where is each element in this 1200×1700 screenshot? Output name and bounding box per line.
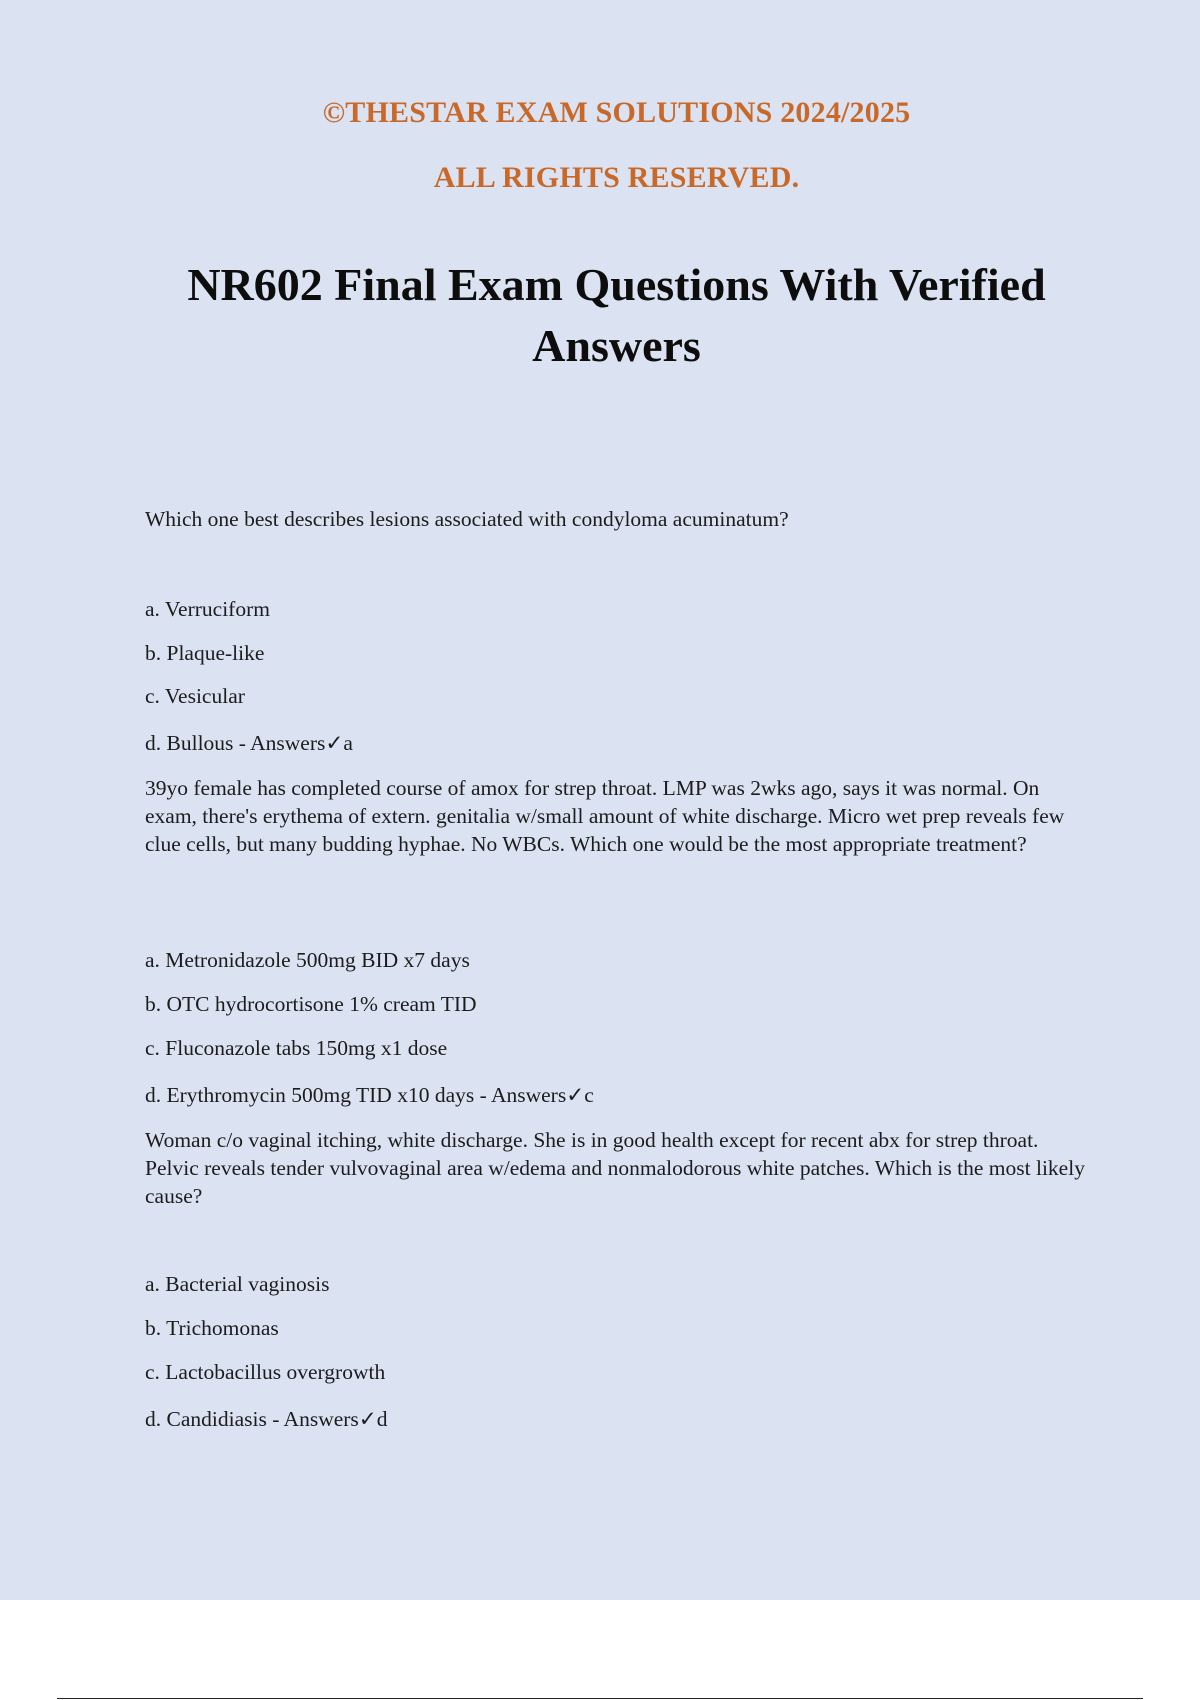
question-1-option-c: c. Vesicular [145, 684, 245, 708]
document-title: NR602 Final Exam Questions With Verified Answers [187, 259, 1046, 371]
question-1-option-a: a. Verruciform [145, 597, 270, 621]
question-2-option-a: a. Metronidazole 500mg BID x7 days [145, 948, 470, 972]
question-3-option-c: c. Lactobacillus overgrowth [145, 1360, 386, 1384]
question-3-option-d-answer: d. Candidiasis - Answers✓d [145, 1407, 388, 1431]
question-3-option-a: a. Bacterial vaginosis [145, 1272, 330, 1296]
question-2-option-b: b. OTC hydrocortisone 1% cream TID [145, 992, 477, 1016]
question-1-option-b: b. Plaque-like [145, 641, 265, 665]
rights-reserved-notice: ALL RIGHTS RESERVED. [433, 161, 800, 194]
question-1-option-d-answer: d. Bullous - Answers✓a [145, 731, 353, 755]
question-2-option-c: c. Fluconazole tabs 150mg x1 dose [145, 1036, 448, 1060]
question-2-text: 39yo female has completed course of amox for strep throat. LMP was 2wks ago, says it was normal. On exam, there's erythema of extern. genitalia w/small amount of white discharge. Micro wet prep reveals few clue cells, but many budding hyphae. No WBCs. Which one would be the most appropriate treatment? [145, 776, 1065, 856]
question-3-text: Woman c/o vaginal itching, white discharge. She is in good health except for recent abx for strep throat. Pelvic reveals tender vulvovaginal area w/edema and nonmalodorous white patches. Which is the most likely cause? [145, 1128, 1085, 1208]
question-2-option-d-answer: d. Erythromycin 500mg TID x10 days - Answers✓c [145, 1083, 594, 1107]
copyright-notice: ©THESTAR EXAM SOLUTIONS 2024/2025 [322, 96, 911, 129]
question-3-option-b: b. Trichomonas [145, 1316, 279, 1340]
question-1-text: Which one best describes lesions associated with condyloma acuminatum? [145, 507, 789, 531]
footer-divider [57, 1698, 1143, 1699]
